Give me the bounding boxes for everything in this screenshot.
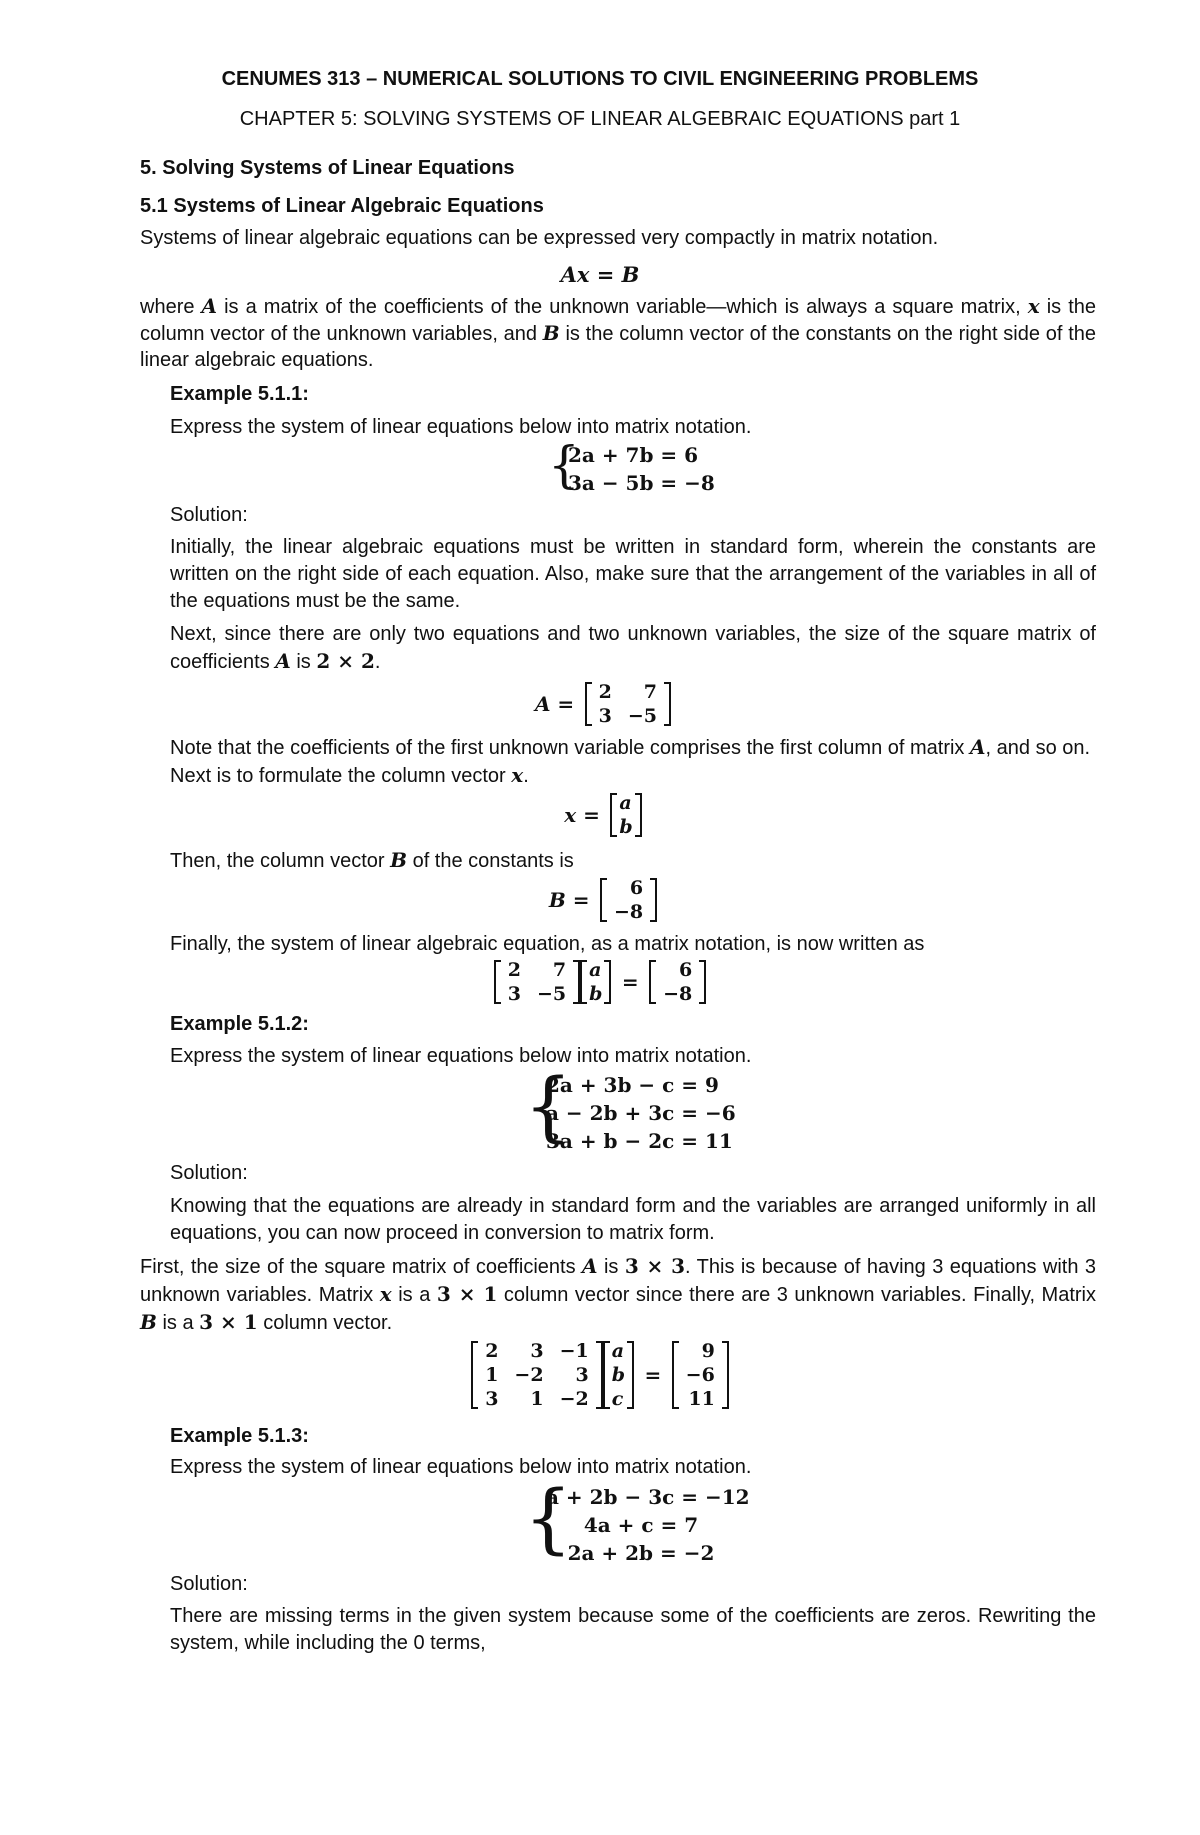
matrix-entry: 7 [552,959,567,981]
vector-entry: a [611,1340,625,1362]
left-brace: { [524,1061,573,1150]
equation-line: a + 2b − 3c = −12 [546,1485,750,1509]
left-brace: { [524,1473,573,1562]
matrix-entry: −5 [536,983,567,1005]
example-1-vector-x: x = a b [0,791,1200,839]
bracket-matrix [585,680,671,728]
subsection-title: 5.1 Systems of Linear Algebraic Equations [140,195,544,217]
chapter-title: CHAPTER 5: SOLVING SYSTEMS OF LINEAR ALGEBRAIC EQUATIONS part 1 [239,108,961,130]
matrix-entry: −8 [663,983,693,1005]
example-1-system [548,436,715,497]
equation-line: 2a + 3b − c = 9 [546,1073,719,1097]
left-brace: { [548,436,580,494]
matrix-entry: −6 [685,1364,715,1386]
where-paragraph: where A is a matrix of the coefficients of the unknown variable—which is always a square matrix, x is the column vector of the unknown variables, and B is the column vector of the constants on the right side of the linear algebraic equations. [140,294,1096,371]
example-2-solution-label: Solution: [170,1162,248,1184]
example-1-then: Then, the column vector B of the constants is [170,848,574,872]
example-3-solution-label: Solution: [170,1573,248,1595]
example-1-matrix-A: A = 2 7 3 −5 [0,680,1200,728]
example-2-title: Example 5.1.2: [170,1013,309,1035]
example-1-vector-B: B = 6 −8 [0,876,1200,924]
example-1-paragraph-1: Initially, the linear algebraic equations must be written in standard form, wherein the constants are written on the right side of each equation. Also, make sure that the arrangement of the variables in all of the equations must be the same. [170,536,1096,612]
matrix-entry: 6 [679,959,693,981]
matrix-entry: 2 [598,681,612,703]
example-2-matrix-equation: 2 3 −1 1 −2 3 3 1 −2 a b c = 9 −6 11 [0,1339,1200,1411]
example-1-matrix-equation: 2 7 3 −5 a b = 6 −8 [0,958,1200,1006]
example-1-final: Finally, the system of linear algebraic equation, as a matrix notation, is now written as [170,933,925,955]
equation-line: 3a + b − 2c = 11 [546,1129,733,1153]
example-1-paragraph-2: Next, since there are only two equations and two unknown variables, the size of the square matrix of coefficients A is 2 × 2. [170,623,1096,673]
equation-line: a − 2b + 3c = −6 [546,1101,736,1125]
example-3-prompt: Express the system of linear equations below into matrix notation. [170,1456,752,1478]
matrix-entry: 3 [530,1340,544,1362]
example-3-title: Example 5.1.3: [170,1425,309,1447]
matrix-entry: −2 [559,1388,589,1410]
example-1-prompt: Express the system of linear equations below into matrix notation. [170,416,752,438]
matrix-entry: 3 [575,1364,589,1386]
vector-entry: a [619,792,632,814]
example-1-solution-label: Solution: [170,504,248,526]
example-3-system [524,1473,750,1567]
matrix-entry: 3 [485,1388,499,1410]
example-3-paragraph-1: There are missing terms in the given system because some of the coefficients are zeros. Rewriting the system, while including the 0 terms, [170,1605,1096,1654]
vector-entry: a [589,959,602,981]
bracket-matrix [471,1339,603,1411]
vector-entry: b [589,983,603,1005]
matrix-entry: 9 [701,1340,715,1362]
example-2-paragraph-2: First, the size of the square matrix of coefficients A is 3 × 3. This is because of having 3 equations with 3 unknown variables. Matrix x is a 3 × 1 column vector since there are 3 unknown variables. Finally, Matrix B is a 3 × 1 column vector. [140,1254,1096,1334]
example-2-system [524,1061,736,1155]
matrix-entry: 2 [507,959,521,981]
matrix-entry: 1 [530,1388,544,1410]
matrix-entry: −5 [627,705,658,727]
example-2-prompt: Express the system of linear equations below into matrix notation. [170,1045,752,1067]
intro-text: Systems of linear algebraic equations can be expressed very compactly in matrix notation. [140,227,939,249]
equation-line: 3a − 5b = −8 [568,471,715,495]
matrix-entry: −1 [559,1340,589,1362]
bracket-matrix [610,791,641,839]
equation-line: 2a + 7b = 6 [568,443,699,467]
vector-entry: c [611,1388,624,1410]
matrix-entry: 1 [485,1364,499,1386]
vector-entry: b [611,1364,625,1386]
bracket-matrix [600,876,657,924]
matrix-entry: 7 [643,681,658,703]
matrix-entry: 2 [485,1340,499,1362]
example-1-next: Next is to formulate the column vector x. [170,763,529,787]
equation-line: 4a + c = 7 [583,1513,699,1537]
bracket-matrix [603,1339,634,1411]
matrix-entry: −2 [514,1364,544,1386]
matrix-entry: −8 [613,901,644,923]
bracket-matrix [580,958,611,1006]
matrix-entry: 3 [598,705,612,727]
bracket-matrix [494,958,580,1006]
vector-entry: b [619,816,633,838]
example-2-paragraph-1: Knowing that the equations are already in standard form and the variables are arranged uniformly in all equations, you can now proceed in conversion to matrix form. [170,1195,1096,1244]
matrix-entry: 11 [688,1388,715,1410]
example-1-title: Example 5.1.1: [170,383,309,405]
course-title: CENUMES 313 – NUMERICAL SOLUTIONS TO CIVIL ENGINEERING PROBLEMS [221,68,979,90]
bracket-matrix [672,1339,729,1411]
equation-line: 2a + 2b = −2 [567,1541,715,1565]
matrix-entry: 3 [507,983,521,1005]
main-equation: Ax = B [560,262,640,287]
section-title: 5. Solving Systems of Linear Equations [140,157,515,179]
matrix-entry: 6 [629,877,644,899]
example-1-note: Note that the coefficients of the first unknown variable comprises the first column of matrix A, and so on. [170,735,1091,759]
bracket-matrix [649,958,706,1006]
